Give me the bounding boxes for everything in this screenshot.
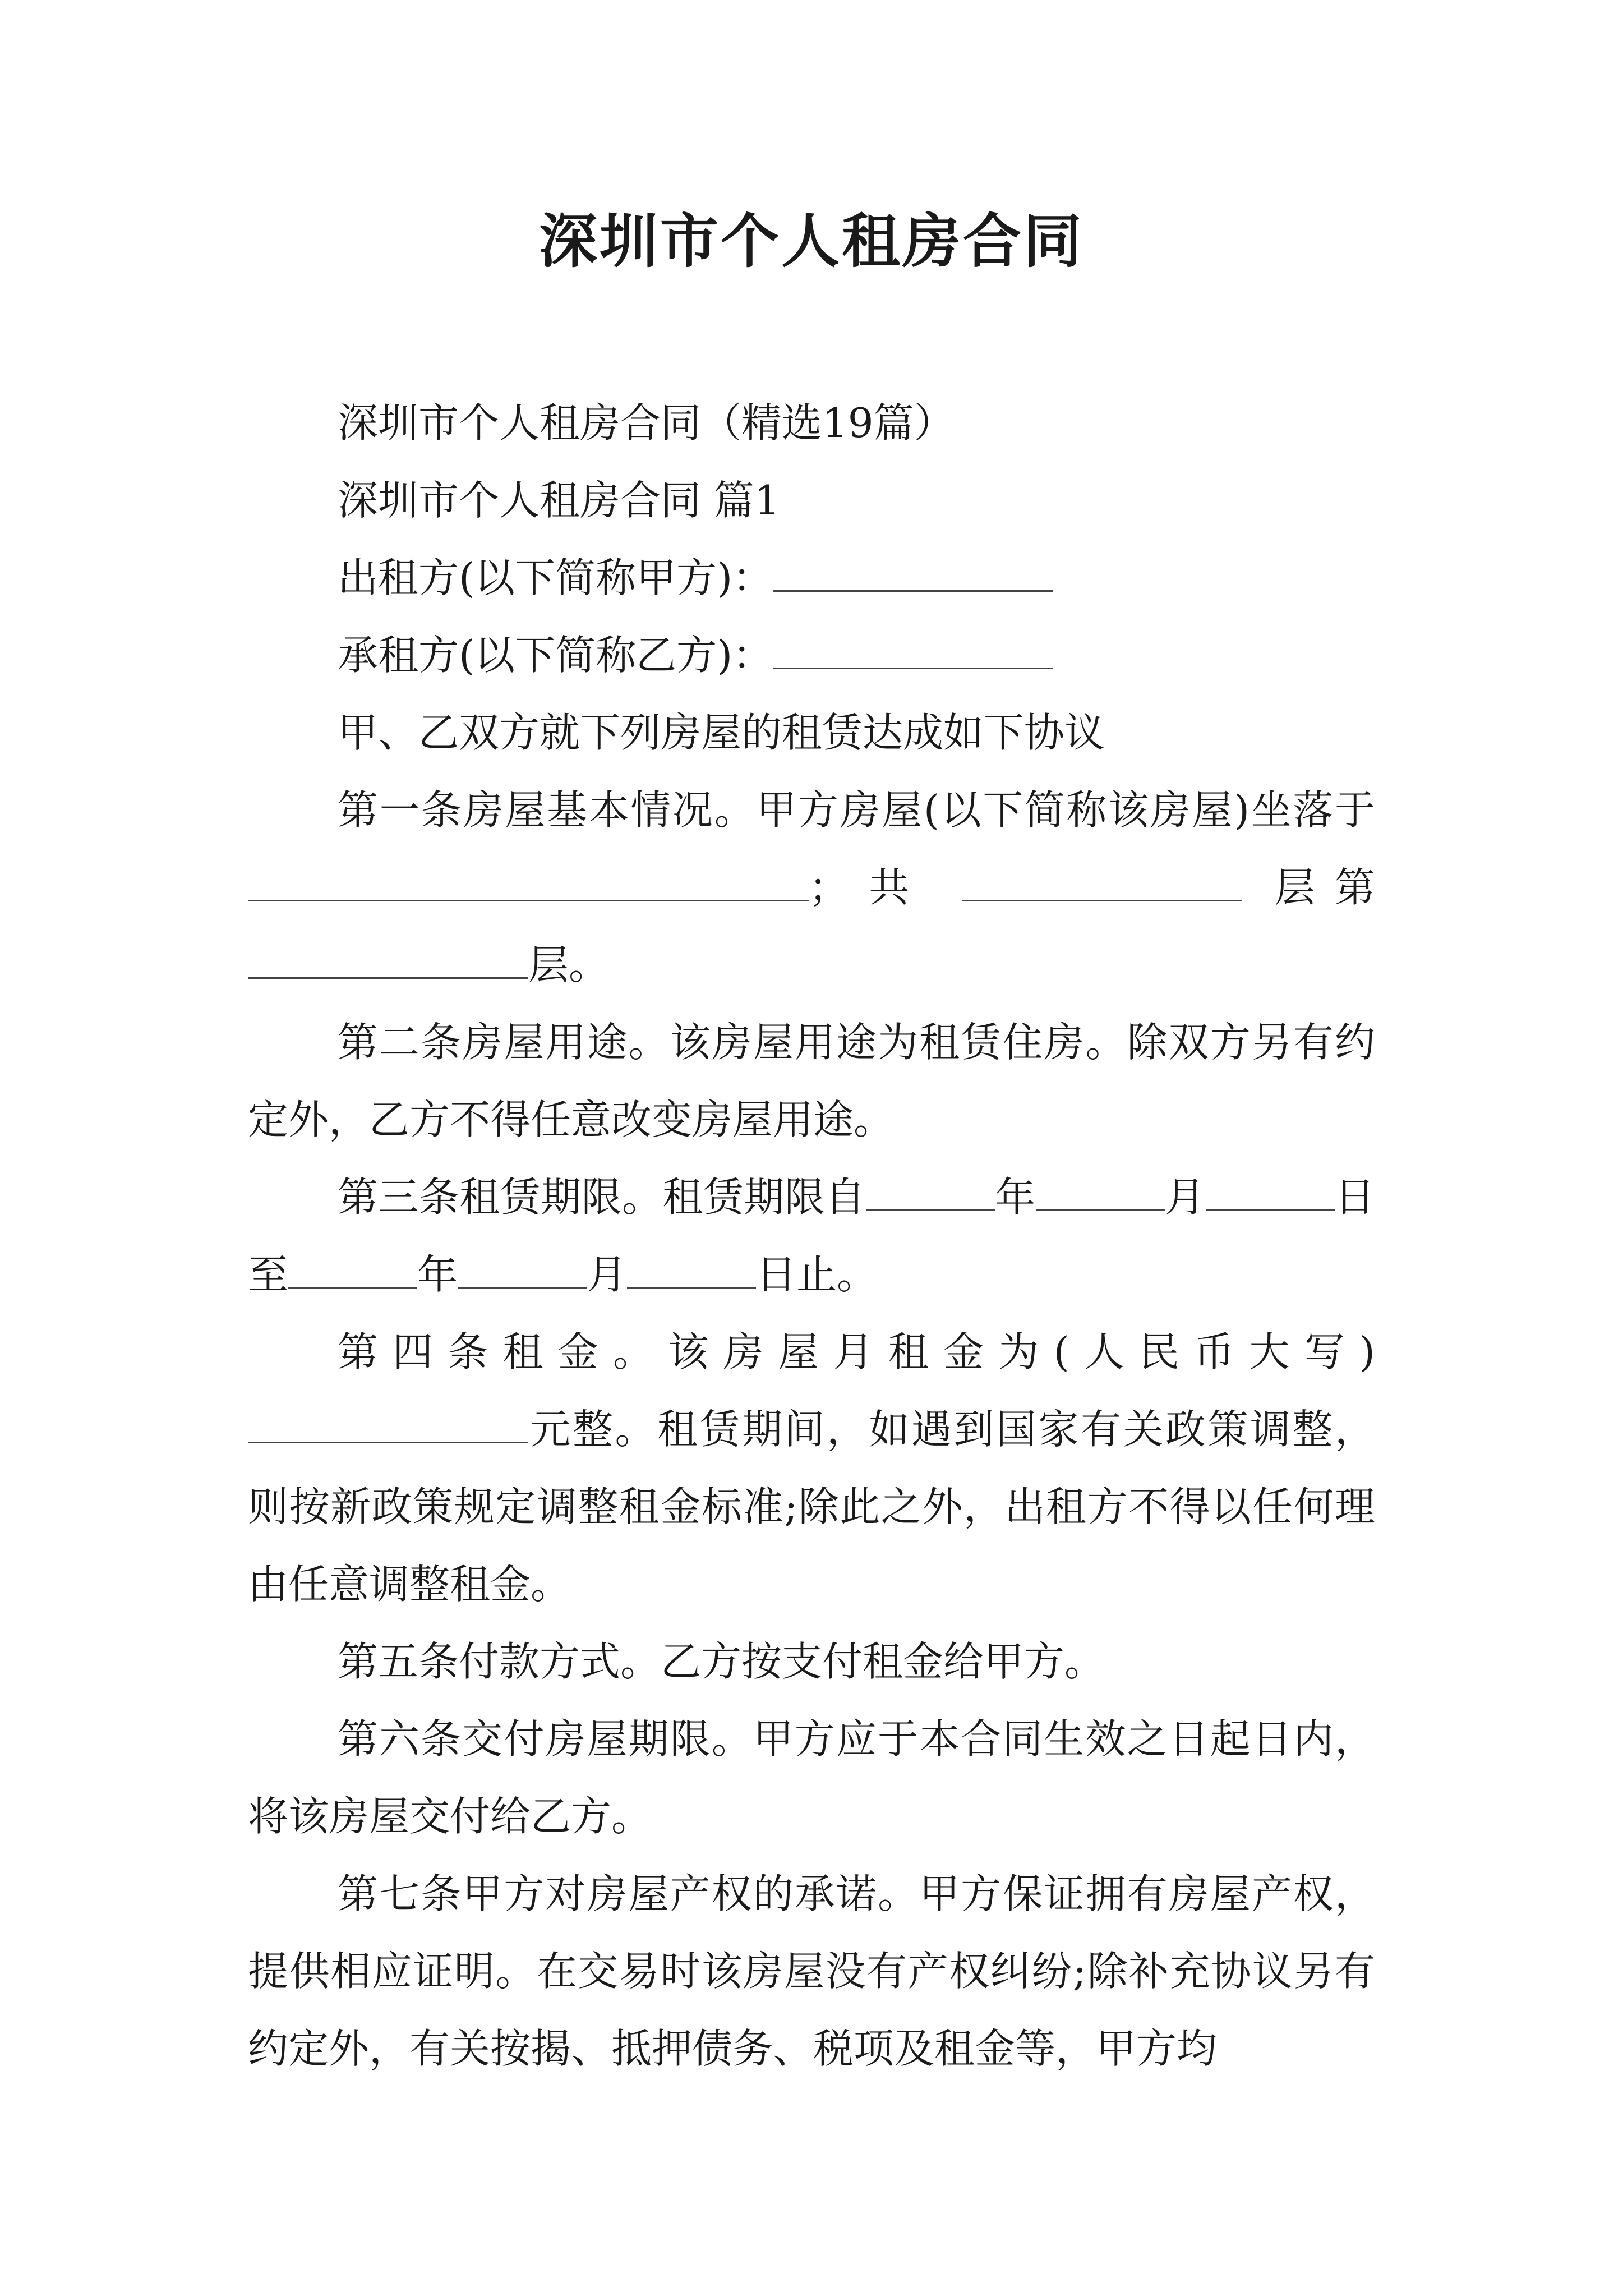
article-1-end: 层。 (528, 941, 610, 988)
floor-blank (248, 933, 528, 979)
total-floors-blank (962, 856, 1242, 901)
location-blank (248, 856, 809, 901)
lessor-label: 出租方(以下简称甲方)： (338, 554, 773, 601)
month-label-2: 月 (587, 1251, 628, 1298)
day-to-label: 日至 (248, 1174, 1375, 1298)
article-3-end: 日止。 (756, 1251, 878, 1298)
article-1-text: 第一条房屋基本情况。甲方房屋(以下简称该房屋)坐落于 (338, 786, 1375, 834)
start-month-blank (1036, 1166, 1165, 1211)
article-3 (248, 1158, 1375, 1313)
article-3-text: 第三条租赁期限。租赁期限自 (338, 1174, 866, 1221)
subtitle: 深圳市个人租房合同（精选19篇） (338, 399, 955, 447)
article-2: 第二条房屋用途。该房屋用途为租赁住房。除双方另有约定外，乙方不得任意改变房屋用途。 (248, 1019, 1375, 1143)
lessee-label: 承租方(以下简称乙方)： (338, 632, 773, 679)
start-year-blank (866, 1166, 995, 1211)
article-1-floor: 层第 (1274, 864, 1375, 911)
article-4-text: 第四条租金。该房屋月租金为(人民币大写) (338, 1328, 1375, 1375)
lessee-line (248, 616, 1375, 694)
lessor-line (248, 539, 1375, 616)
end-year-blank (288, 1243, 417, 1289)
month-label: 月 (1164, 1174, 1206, 1221)
lessor-blank (773, 546, 1053, 592)
end-month-blank (458, 1243, 587, 1289)
article-4 (248, 1313, 1375, 1623)
lessee-blank (773, 624, 1053, 669)
chapter-heading: 深圳市个人租房合同 篇1 (338, 477, 780, 524)
year-label: 年 (994, 1174, 1036, 1221)
article-1-total: ；共 (809, 864, 929, 911)
agreement-line: 甲、乙双方就下列房屋的租赁达成如下协议 (338, 709, 1105, 756)
start-day-blank (1206, 1166, 1335, 1211)
year-label-2: 年 (417, 1251, 458, 1298)
rent-blank (248, 1398, 528, 1443)
document-title: 深圳市个人租房合同 (538, 206, 1084, 275)
article-7: 第七条甲方对房屋产权的承诺。甲方保证拥有房屋产权，提供相应证明。在交易时该房屋没有产权纠纷;除补充协议另有约定外，有关按揭、抵押债务、税项及租金等，甲方均 (248, 1870, 1375, 2072)
article-4-rest: 元整。租赁期间，如遇到国家有关政策调整，则按新政策规定调整租金标准;除此之外，出租方不得以任何理由任意调整租金。 (248, 1406, 1375, 1608)
end-day-blank (627, 1243, 756, 1289)
article-1 (248, 771, 1375, 1004)
article-5: 第五条付款方式。乙方按支付租金给甲方。 (338, 1638, 1105, 1685)
article-6: 第六条交付房屋期限。甲方应于本合同生效之日起日内，将该房屋交付给乙方。 (248, 1715, 1375, 1840)
document-body (248, 384, 1375, 2087)
